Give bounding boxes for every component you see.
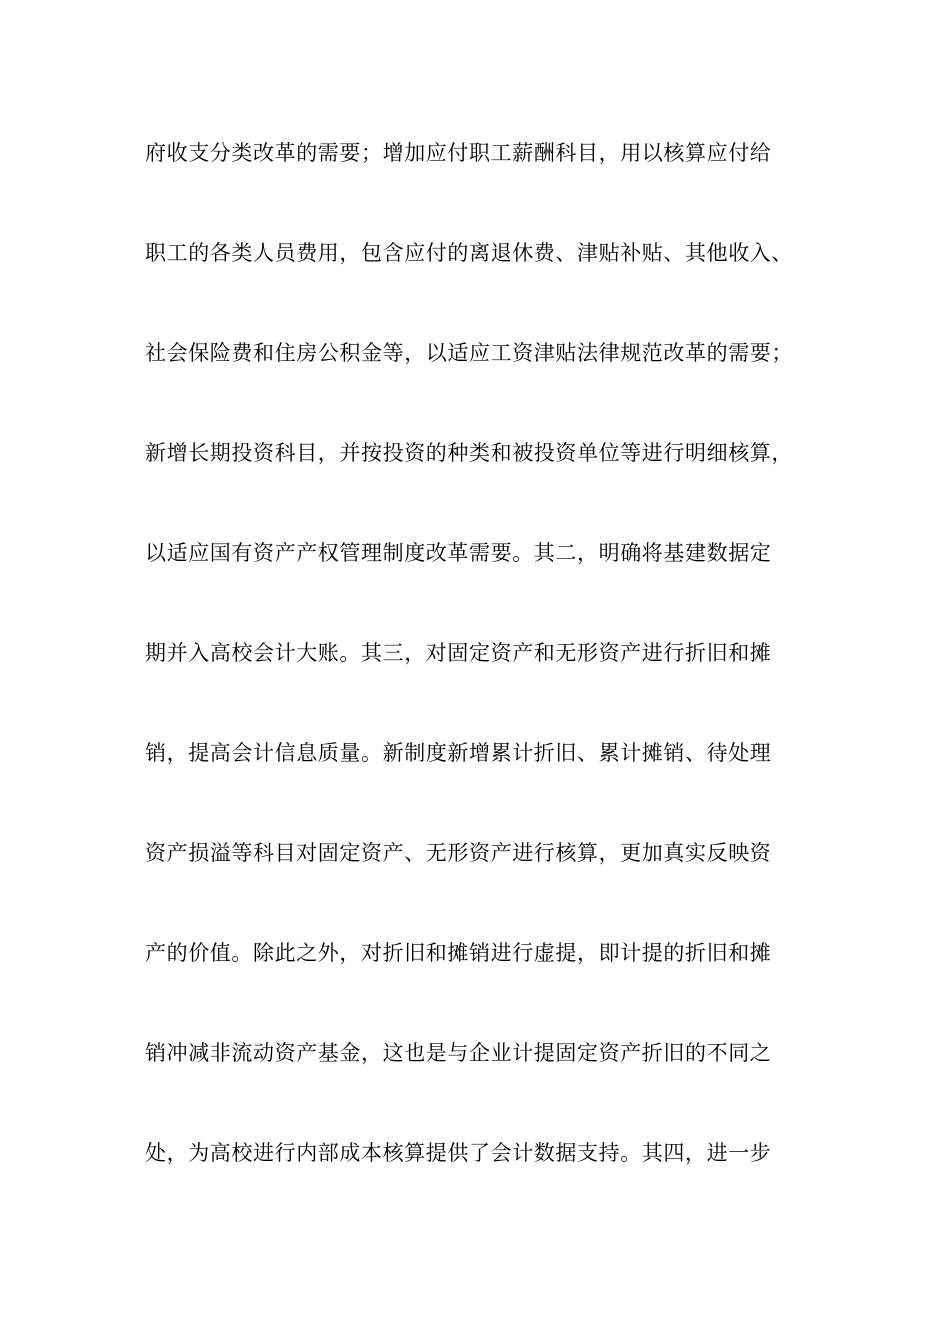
body-text	[145, 130, 825, 1230]
text-line: 期并入高校会计大账。其三，对固定资产和无形资产进行折旧和摊	[145, 641, 772, 665]
text-line: 销，提高会计信息质量。新制度新增累计折旧、累计摊销、待处理	[145, 741, 772, 765]
text-line: 产的价值。除此之外，对折旧和摊销进行虚提，即计提的折旧和摊	[145, 941, 772, 965]
text-line: 社会保险费和住房公积金等，以适应工资津贴法律规范改革的需要；	[145, 341, 793, 365]
text-line: 以适应国有资产产权管理制度改革需要。其二，明确将基建数据定	[145, 541, 772, 565]
text-line: 府收支分类改革的需要；增加应付职工薪酬科目，用以核算应付给	[145, 141, 772, 165]
text-line: 职工的各类人员费用，包含应付的离退休费、津贴补贴、其他收入、	[145, 241, 793, 265]
text-line: 销冲减非流动资产基金，这也是与企业计提固定资产折旧的不同之	[145, 1041, 772, 1065]
text-line: 处，为高校进行内部成本核算提供了会计数据支持。其四，进一步	[145, 1141, 772, 1165]
text-line: 新增长期投资科目，并按投资的种类和被投资单位等进行明细核算，	[145, 441, 793, 465]
text-line: 资产损溢等科目对固定资产、无形资产进行核算，更加真实反映资	[145, 841, 772, 865]
